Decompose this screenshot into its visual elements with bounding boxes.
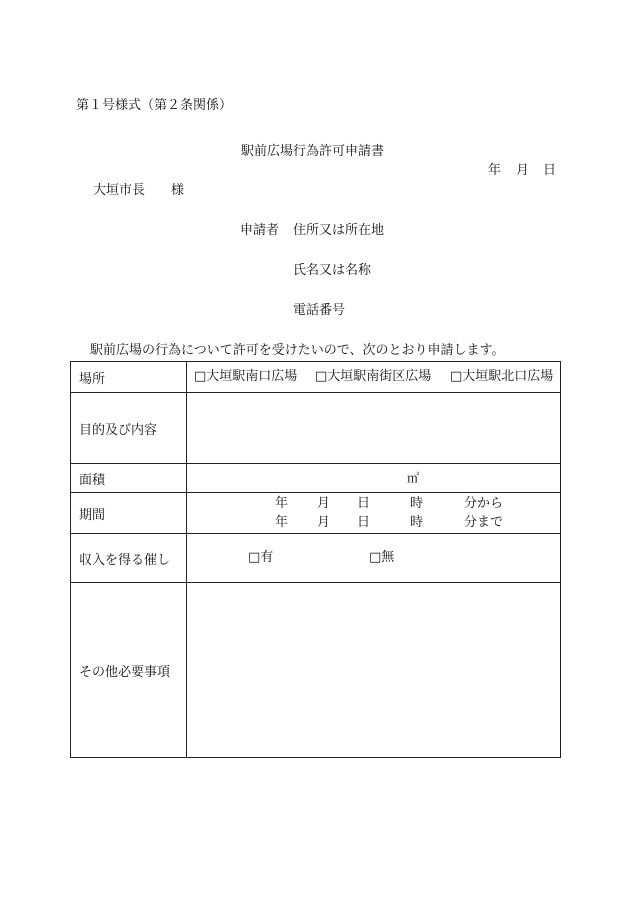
area-field[interactable] xyxy=(187,464,561,493)
place-option-north-exit[interactable]: □大垣駅北口広場 xyxy=(450,369,554,384)
area-label: 面積 xyxy=(71,464,187,493)
document-title: 駅前広場行為許可申請書 xyxy=(241,144,385,159)
period-from-day: 日 xyxy=(357,496,371,511)
period-to-month: 月 xyxy=(317,515,331,530)
period-from-line xyxy=(187,496,567,512)
other-field[interactable] xyxy=(187,583,561,758)
period-from-hour: 時 xyxy=(410,496,424,511)
income-no-checkbox[interactable]: □無 xyxy=(369,550,395,565)
date-month: 月 xyxy=(516,163,530,178)
place-cell xyxy=(187,362,561,393)
applicant-phone-label: 電話番号 xyxy=(293,303,346,318)
period-field[interactable] xyxy=(187,493,561,534)
purpose-label: 目的及び内容 xyxy=(71,393,187,464)
period-to-day: 日 xyxy=(357,515,371,530)
period-to-minute: 分まで xyxy=(464,515,504,530)
addressee-name: 大垣市長 xyxy=(93,183,146,198)
row-place xyxy=(71,362,561,393)
applicant-label: 申請者 xyxy=(240,223,280,238)
row-period xyxy=(71,493,561,534)
income-label: 収入を得る催し xyxy=(71,534,187,583)
form-number: 第１号様式（第２条関係） xyxy=(76,98,233,113)
period-to-year: 年 xyxy=(275,515,289,530)
period-to-line xyxy=(187,515,567,531)
period-from-minute: 分から xyxy=(464,496,504,511)
row-other xyxy=(71,583,561,758)
period-to-hour: 時 xyxy=(410,515,424,530)
row-area xyxy=(71,464,561,493)
row-purpose xyxy=(71,393,561,464)
other-label: その他必要事項 xyxy=(71,583,187,758)
period-from-year: 年 xyxy=(275,496,289,511)
applicant-name-label: 氏名又は名称 xyxy=(293,263,372,278)
place-label: 場所 xyxy=(71,362,187,393)
date-year: 年 xyxy=(488,163,502,178)
place-option-south-exit[interactable]: □大垣駅南口広場 xyxy=(194,369,298,384)
period-label: 期間 xyxy=(71,493,187,534)
period-from-month: 月 xyxy=(317,496,331,511)
area-unit: ㎡ xyxy=(407,471,420,485)
application-table xyxy=(70,361,561,758)
purpose-field[interactable] xyxy=(187,393,561,464)
row-income xyxy=(71,534,561,583)
addressee-honorific: 様 xyxy=(171,183,185,198)
date-day: 日 xyxy=(543,163,557,178)
income-yes-checkbox[interactable]: □有 xyxy=(248,550,274,565)
applicant-address-label: 住所又は所在地 xyxy=(293,223,385,238)
intro-text: 駅前広場の行為について許可を受けたいので、次のとおり申請します。 xyxy=(90,343,505,358)
place-option-south-block[interactable]: □大垣駅南街区広場 xyxy=(315,369,432,384)
income-cell xyxy=(187,534,561,583)
